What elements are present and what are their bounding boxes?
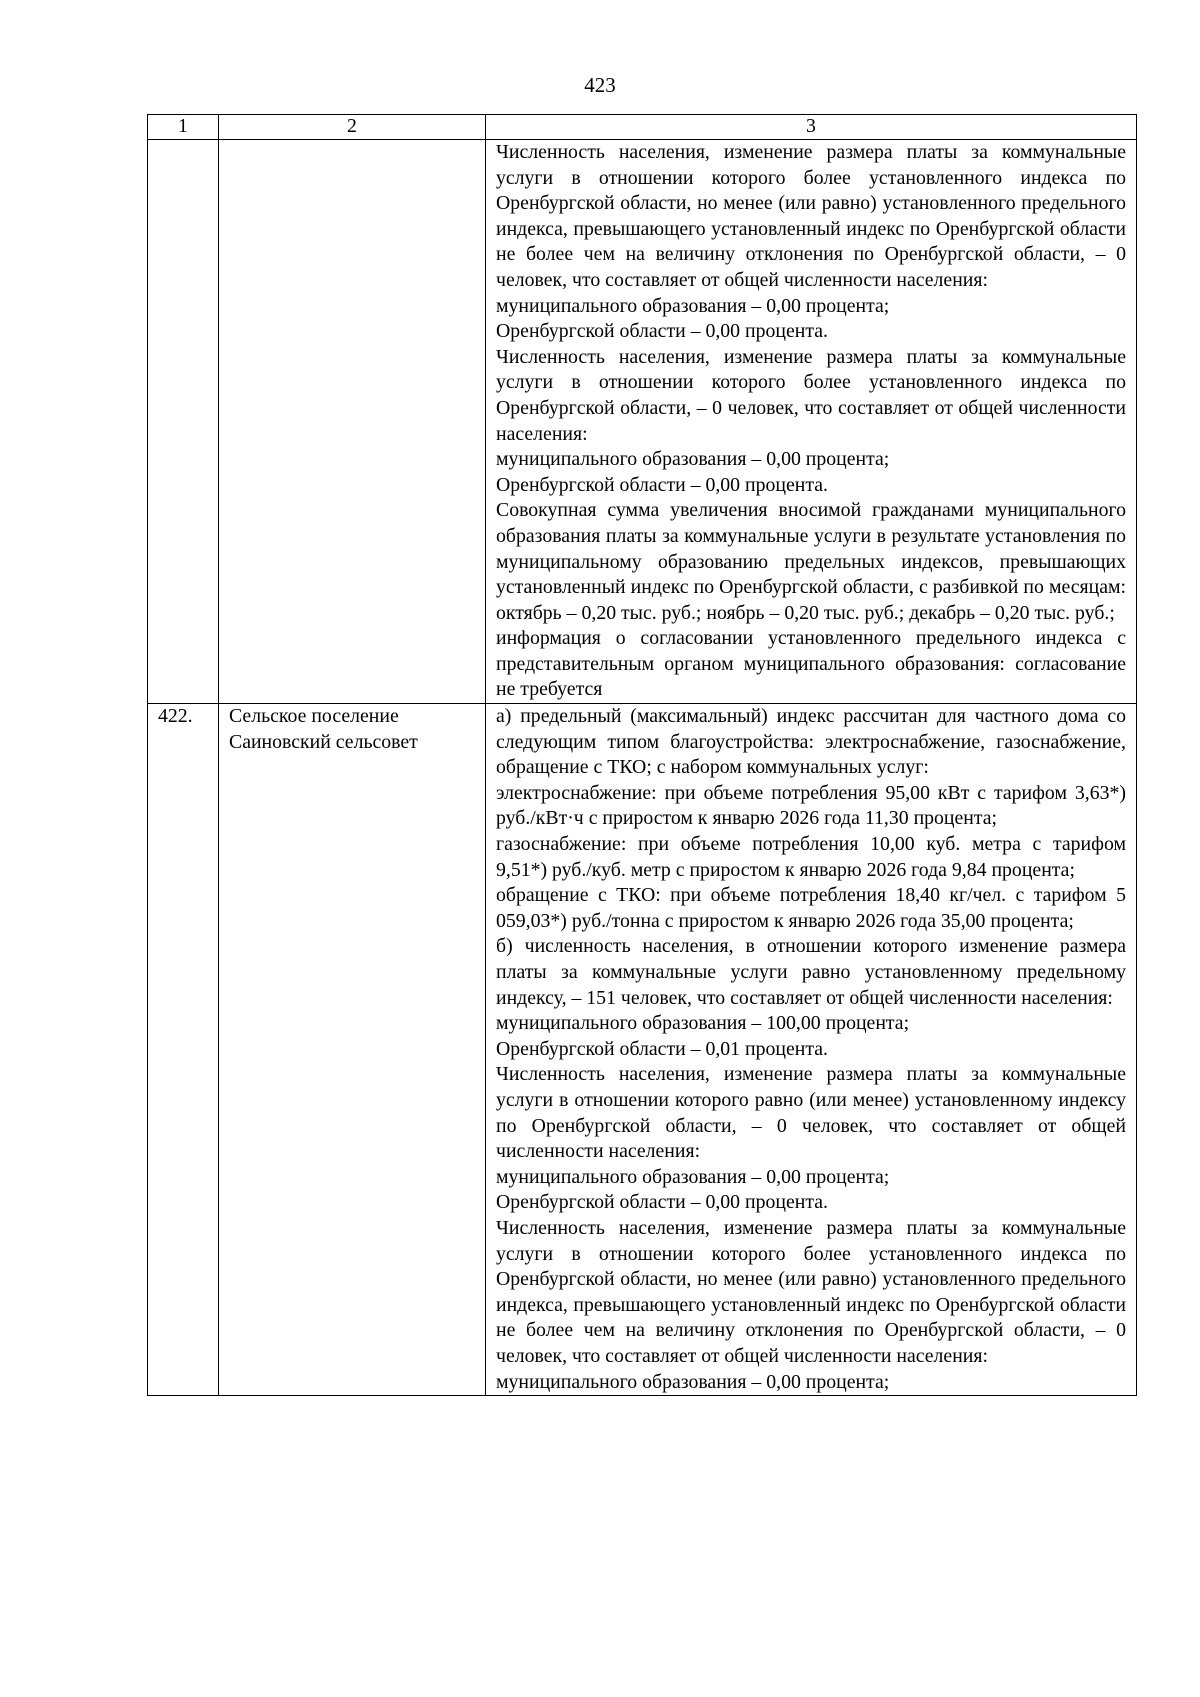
municipality-name: Сельское поселение Саиновский сельсовет — [219, 704, 486, 1396]
paragraph: муниципального образования – 0,00 процента; — [496, 294, 890, 317]
row-number: 422. — [148, 704, 219, 1396]
paragraph: Численность населения, изменение размера платы за коммунальные услуги в отношении которого более установленного индекса по Оренбургской области, но менее (или равно) установленного предельного индекса, превышающего установленный индекс по Оренбургской области не более чем на величину отклонения по Оренбургской области, – 0 человек, что составляет от общей численности населения: — [496, 141, 1126, 291]
table-row — [148, 704, 1137, 1396]
row-description — [486, 704, 1137, 1396]
paragraph: Оренбургской области – 0,00 процента. — [496, 1191, 828, 1214]
paragraph: обращение с ТКО: при объеме потребления 18,40 кг/чел. с тарифом 5 059,03*) руб./тонна с приростом к январю 2026 года 35,00 процента; — [496, 884, 1126, 932]
paragraph: Оренбургской области – 0,00 процента. — [496, 473, 828, 496]
header-col-2: 2 — [219, 115, 486, 140]
paragraph: муниципального образования – 0,00 процента; — [496, 448, 890, 471]
paragraph: информация о согласовании установленного предельного индекса с представительным органом муниципального образования: согласование не требуется — [496, 627, 1126, 701]
paragraph: Совокупная сумма увеличения вносимой гражданами муниципального образования платы за коммунальные услуги в результате установления по муниципальному образованию предельных индексов, превышающих установленный индекс по Оренбургской области, с разбивкой по месяцам: октябрь – 0,20 тыс. руб.; ноябрь – 0,20 тыс. руб.; декабрь – 0,20 тыс. руб.; — [496, 499, 1126, 624]
paragraph: б) численность населения, в отношении которого изменение размера платы за коммунальные услуги равно установленному предельному индексу, – 151 человек, что составляет от общей численности населения: — [496, 935, 1126, 1009]
table-row — [148, 140, 1137, 704]
paragraph: муниципального образования – 0,00 процента; — [496, 1370, 890, 1393]
paragraph: Численность населения, изменение размера платы за коммунальные услуги в отношении которого более установленного индекса по Оренбургской области, но менее (или равно) установленного предельного индекса, превышающего установленный индекс по Оренбургской области не более чем на величину отклонения по Оренбургской области, – 0 человек, что составляет от общей численности населения: — [496, 1216, 1126, 1367]
paragraph: газоснабжение: при объеме потребления 10,00 куб. метра с тарифом 9,51*) руб./куб. метр с приростом к январю 2026 года 9,84 процента; — [496, 833, 1126, 881]
paragraph: а) предельный (максимальный) индекс рассчитан для частного дома со следующим типом благоустройства: электроснабжение, газоснабжение, обращение с ТКО; с набором коммунальных услуг: — [496, 705, 1126, 779]
header-col-3: 3 — [486, 115, 1137, 140]
municipality-name — [219, 140, 486, 704]
page-number: 423 — [584, 73, 616, 97]
paragraph: Численность населения, изменение размера платы за коммунальные услуги в отношении которого равно (или менее) установленному индексу по Оренбургской области, – 0 человек, что составляет от общей численности населения: — [496, 1063, 1126, 1163]
paragraph: муниципального образования – 0,00 процента; — [496, 1165, 890, 1188]
tariff-table — [147, 114, 1137, 1396]
paragraph: Численность населения, изменение размера платы за коммунальные услуги в отношении которого более установленного индекса по Оренбургской области, – 0 человек, что составляет от общей численности населения: — [496, 345, 1126, 445]
table-header-row — [148, 115, 1137, 140]
paragraph: электроснабжение: при объеме потребления 95,00 кВт с тарифом 3,63*) руб./кВт·ч с приростом к январю 2026 года 11,30 процента; — [496, 781, 1126, 830]
paragraph: Оренбургской области – 0,00 процента. — [496, 320, 828, 343]
header-col-1: 1 — [148, 115, 219, 140]
row-number — [148, 140, 219, 704]
paragraph: муниципального образования – 100,00 процента; — [496, 1012, 910, 1035]
row-description — [486, 140, 1137, 704]
paragraph: Оренбургской области – 0,01 процента. — [496, 1037, 828, 1060]
